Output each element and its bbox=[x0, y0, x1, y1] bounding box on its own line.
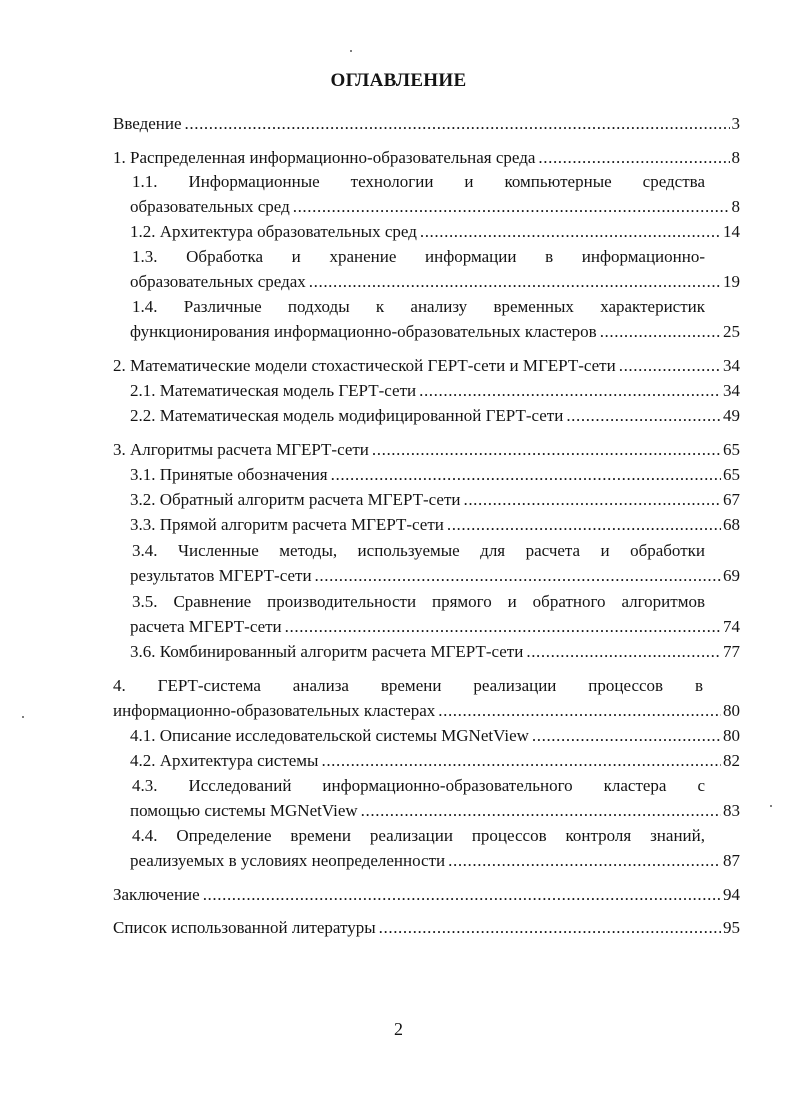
toc-entry-text: 4.2. Архитектура системы bbox=[130, 751, 319, 770]
toc-entry-text: помощью системы MGNetView bbox=[130, 801, 358, 820]
toc-entry-text: 3.2. Обратный алгоритм расчета МГЕРТ-сети bbox=[130, 490, 461, 509]
toc-entry-4-4[interactable] bbox=[130, 849, 740, 873]
toc-page-number: 14 bbox=[723, 222, 740, 241]
toc-entry-text: реализуемых в условиях неопределенности bbox=[130, 851, 446, 870]
scan-speck bbox=[22, 716, 24, 718]
toc-page-number: 49 bbox=[723, 406, 740, 425]
toc-page-number: 83 bbox=[723, 801, 740, 820]
dot-leader bbox=[372, 438, 721, 462]
toc-entry-3-4[interactable] bbox=[130, 564, 740, 588]
dot-leader bbox=[566, 404, 721, 428]
toc-entry-3-2[interactable] bbox=[130, 488, 740, 512]
dot-leader bbox=[538, 146, 729, 170]
toc-page-number: 74 bbox=[723, 617, 740, 636]
toc-entry-text: 2.1. Математическая модель ГЕРТ-сети bbox=[130, 381, 417, 400]
toc-entry-4-4-line1[interactable]: 4.4. Определение времени реализации процессов контроля знаний, bbox=[132, 826, 705, 845]
toc-entry-4-1[interactable] bbox=[130, 724, 740, 748]
toc-entry-text: 1. Распределенная информационно-образовательная среда bbox=[113, 148, 536, 167]
dot-leader bbox=[448, 849, 721, 873]
dot-leader bbox=[420, 220, 721, 244]
toc-entry-2-2[interactable] bbox=[130, 404, 740, 428]
dot-leader bbox=[438, 699, 721, 723]
toc-entry-text: функционирования информационно-образовательных кластеров bbox=[130, 322, 597, 341]
toc-entry-conclusion[interactable] bbox=[113, 883, 740, 907]
toc-page-number: 77 bbox=[723, 642, 740, 661]
toc-entry-text: 3.1. Принятые обозначения bbox=[130, 465, 328, 484]
toc-page-number: 69 bbox=[723, 566, 740, 585]
toc-page-number: 65 bbox=[723, 440, 740, 459]
toc-entry-4-3-line1[interactable]: 4.3. Исследований информационно-образовательного кластера с bbox=[132, 776, 705, 795]
toc-entry-text: расчета МГЕРТ-сети bbox=[130, 617, 282, 636]
toc-entry-chapter-3[interactable] bbox=[113, 438, 740, 462]
toc-page-number: 82 bbox=[723, 751, 740, 770]
toc-page-number: 80 bbox=[723, 726, 740, 745]
toc-entry-text: информационно-образовательных кластерах bbox=[113, 701, 436, 720]
toc-page-number: 68 bbox=[723, 515, 740, 534]
toc-entry-text: 1.2. Архитектура образовательных сред bbox=[130, 222, 417, 241]
scan-speck bbox=[350, 50, 352, 52]
toc-page-number: 3 bbox=[731, 114, 740, 133]
toc-entry-3-5-line1[interactable]: 3.5. Сравнение производительности прямого и обратного алгоритмов bbox=[132, 592, 705, 611]
toc-entry-text: Заключение bbox=[113, 885, 200, 904]
toc-entry-1-4-line1[interactable]: 1.4. Различные подходы к анализу временных характеристик bbox=[132, 297, 705, 316]
toc-entry-4-3[interactable] bbox=[130, 799, 740, 823]
toc-entry-chapter-4[interactable] bbox=[113, 699, 740, 723]
toc-page-number: 94 bbox=[723, 885, 740, 904]
toc-entry-text: 3.6. Комбинированный алгоритм расчета МГЕРТ-сети bbox=[130, 642, 524, 661]
dot-leader bbox=[321, 749, 721, 773]
scan-speck bbox=[770, 805, 772, 807]
toc-entry-text: 3.3. Прямой алгоритм расчета МГЕРТ-сети bbox=[130, 515, 444, 534]
toc-entry-3-4-line1[interactable]: 3.4. Численные методы, используемые для расчета и обработки bbox=[132, 541, 705, 560]
toc-entry-introduction[interactable] bbox=[113, 112, 740, 136]
toc-entry-text: 3. Алгоритмы расчета МГЕРТ-сети bbox=[113, 440, 369, 459]
toc-page-number: 19 bbox=[723, 272, 740, 291]
toc-entry-references[interactable] bbox=[113, 916, 740, 940]
toc-entry-2-1[interactable] bbox=[130, 379, 740, 403]
page-number: 2 bbox=[394, 1019, 403, 1039]
dot-leader bbox=[526, 640, 721, 664]
toc-page-number: 34 bbox=[723, 356, 740, 375]
toc-entry-3-6[interactable] bbox=[130, 640, 740, 664]
toc-page-number: 8 bbox=[731, 197, 740, 216]
toc-entry-text: 2. Математические модели стохастической ГЕРТ-сети и МГЕРТ-сети bbox=[113, 356, 616, 375]
toc-entry-1-4[interactable] bbox=[130, 320, 740, 344]
dot-leader bbox=[619, 354, 721, 378]
toc-entry-chapter-2[interactable] bbox=[113, 354, 740, 378]
toc-entry-1-2[interactable] bbox=[130, 220, 740, 244]
toc-entry-text: 4.1. Описание исследовательской системы MGNetView bbox=[130, 726, 529, 745]
toc-entry-3-3[interactable] bbox=[130, 513, 740, 537]
toc-page-number: 25 bbox=[723, 322, 740, 341]
dot-leader bbox=[361, 799, 721, 823]
dot-leader bbox=[419, 379, 721, 403]
dot-leader bbox=[315, 564, 721, 588]
toc-entry-text: образовательных средах bbox=[130, 272, 306, 291]
toc-page-number: 8 bbox=[731, 148, 740, 167]
toc-page-number: 80 bbox=[723, 701, 740, 720]
dot-leader bbox=[203, 883, 721, 907]
dot-leader bbox=[285, 615, 721, 639]
toc-entry-text: Список использованной литературы bbox=[113, 918, 376, 937]
dot-leader bbox=[447, 513, 721, 537]
toc-page-number: 65 bbox=[723, 465, 740, 484]
toc-entry-1-1-line1[interactable]: 1.1. Информационные технологии и компьютерные средства bbox=[132, 172, 705, 191]
toc-entry-text: 2.2. Математическая модель модифицированной ГЕРТ-сети bbox=[130, 406, 564, 425]
toc-page-number: 34 bbox=[723, 381, 740, 400]
toc-page-number: 87 bbox=[723, 851, 740, 870]
page-title: ОГЛАВЛЕНИЕ bbox=[330, 70, 467, 91]
toc-entry-chapter-1[interactable] bbox=[113, 146, 740, 170]
dot-leader bbox=[600, 320, 721, 344]
dot-leader bbox=[379, 916, 721, 940]
dot-leader bbox=[185, 112, 730, 136]
toc-entry-3-1[interactable] bbox=[130, 463, 740, 487]
dot-leader bbox=[309, 270, 721, 294]
toc-entry-text: образовательных сред bbox=[130, 197, 290, 216]
dot-leader bbox=[532, 724, 721, 748]
toc-entry-3-5[interactable] bbox=[130, 615, 740, 639]
dot-leader bbox=[293, 195, 730, 219]
toc-entry-1-1[interactable] bbox=[130, 195, 740, 219]
toc-entry-1-3[interactable] bbox=[130, 270, 740, 294]
toc-entry-text: Введение bbox=[113, 114, 182, 133]
toc-entry-4-2[interactable] bbox=[130, 749, 740, 773]
toc-page-number: 67 bbox=[723, 490, 740, 509]
toc-entry-chapter-4-line1[interactable]: 4. ГЕРТ-система анализа времени реализации процессов в bbox=[113, 676, 703, 695]
toc-entry-1-3-line1[interactable]: 1.3. Обработка и хранение информации в информационно- bbox=[132, 247, 705, 266]
toc-entry-text: результатов МГЕРТ-сети bbox=[130, 566, 312, 585]
dot-leader bbox=[331, 463, 721, 487]
toc-page-number: 95 bbox=[723, 918, 740, 937]
dot-leader bbox=[463, 488, 721, 512]
